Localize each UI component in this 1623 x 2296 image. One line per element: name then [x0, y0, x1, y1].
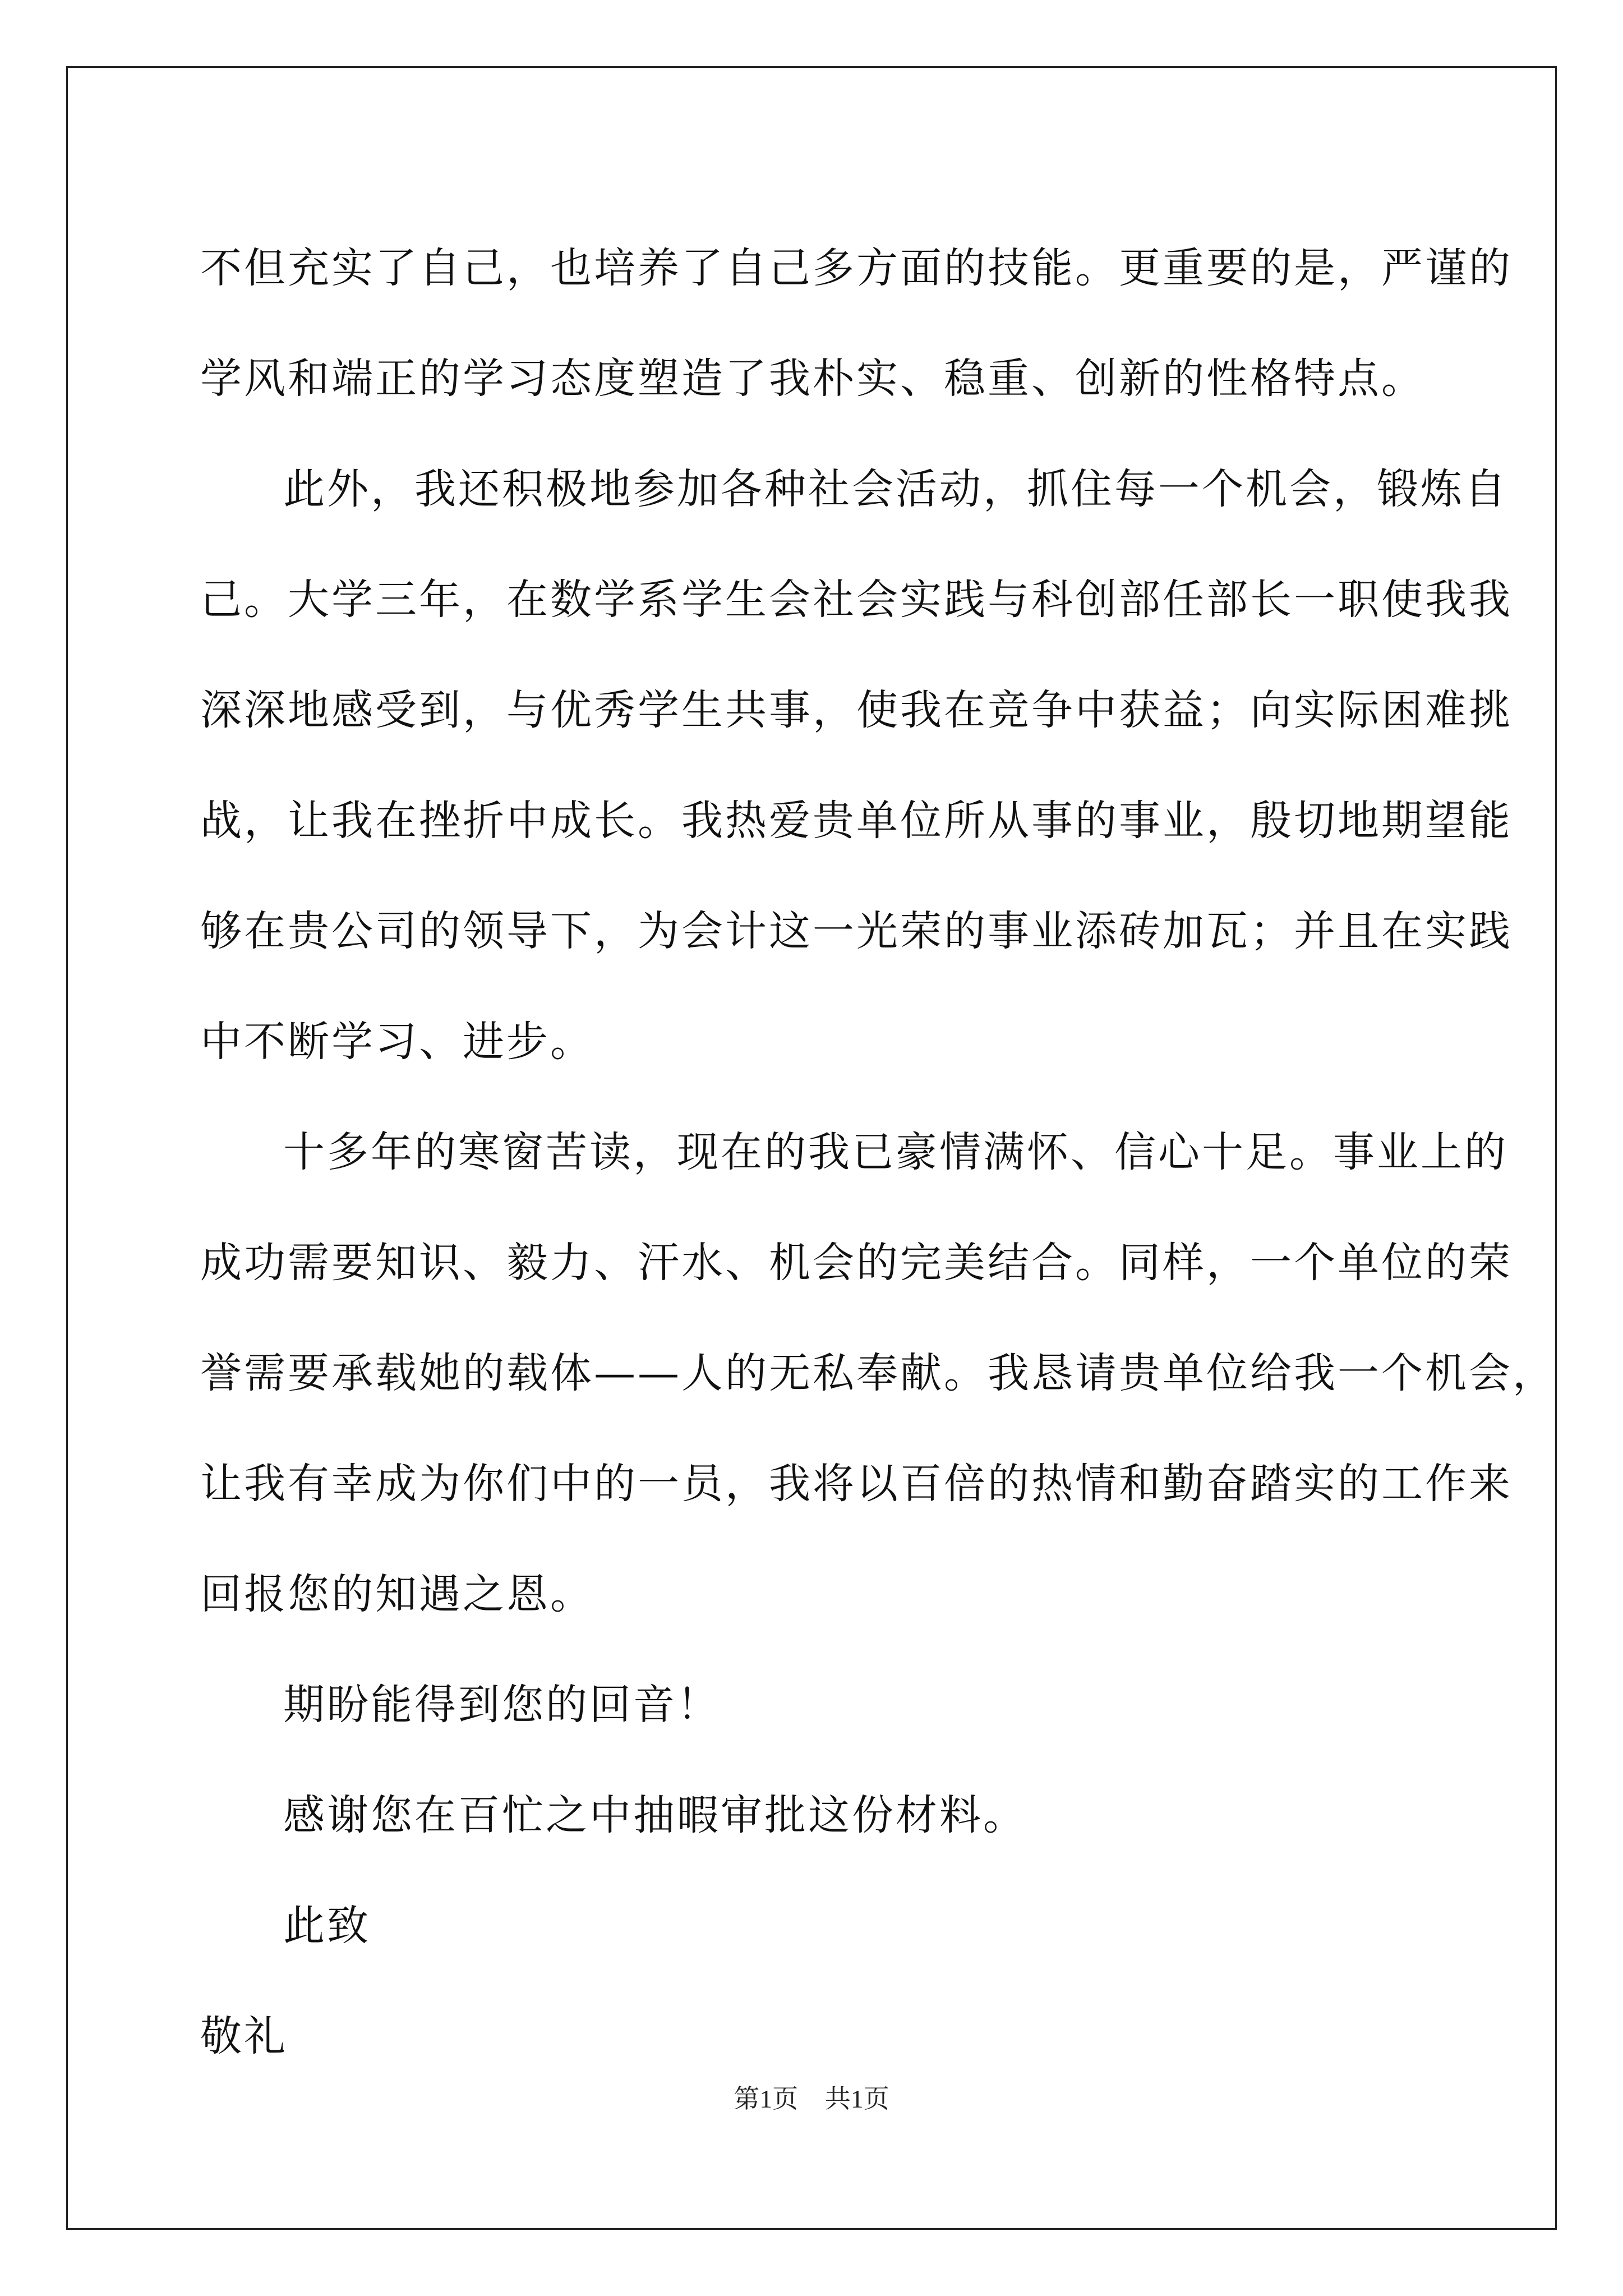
body-line: 回报您的知遇之恩。 — [200, 1570, 594, 1618]
body-line: 学风和端正的学习态度塑造了我朴实、稳重、创新的性格特点。 — [200, 355, 1425, 403]
body-line: 够在贵公司的领导下，为会计这一光荣的事业添砖加瓦；并且在实践 — [200, 907, 1513, 955]
closing-line: 期盼能得到您的回音！ — [283, 1681, 721, 1729]
paragraph-line: 此外，我还积极地参加各种社会活动，抓住每一个机会，锻炼自 — [283, 465, 1508, 513]
page-total: 共1页 — [824, 2085, 889, 2113]
body-line: 不但充实了自己，也培养了自己多方面的技能。更重要的是，严谨的 — [200, 244, 1513, 292]
body-line: 成功需要知识、毅力、汗水、机会的完美结合。同样，一个单位的荣 — [200, 1239, 1513, 1287]
paragraph-line: 十多年的寒窗苦读，现在的我已豪情满怀、信心十足。事业上的 — [283, 1128, 1508, 1176]
body-line: 深深地感受到，与优秀学生共事，使我在竞争中获益；向实际困难挑 — [200, 686, 1513, 734]
closing-line: 感谢您在百忙之中抽暇审批这份材料。 — [283, 1791, 1027, 1839]
letter-body — [200, 213, 1556, 2092]
body-line: 誉需要承载她的载体——人的无私奉献。我恳请贵单位给我一个机会， — [200, 1349, 1556, 1397]
salutation-line: 敬礼 — [200, 2012, 288, 2060]
body-line: 战，让我在挫折中成长。我热爱贵单位所从事的事业，殷切地期望能 — [200, 797, 1513, 845]
body-line: 中不断学习、进步。 — [200, 1018, 594, 1066]
page-footer — [0, 2078, 1623, 2115]
salutation-line: 此致 — [283, 1902, 371, 1950]
body-line: 让我有幸成为你们中的一员，我将以百倍的热情和勤奋踏实的工作来 — [200, 1460, 1513, 1508]
body-line: 己。大学三年，在数学系学生会社会实践与科创部任部长一职使我我 — [200, 576, 1513, 624]
page-number: 第1页 — [734, 2085, 799, 2113]
